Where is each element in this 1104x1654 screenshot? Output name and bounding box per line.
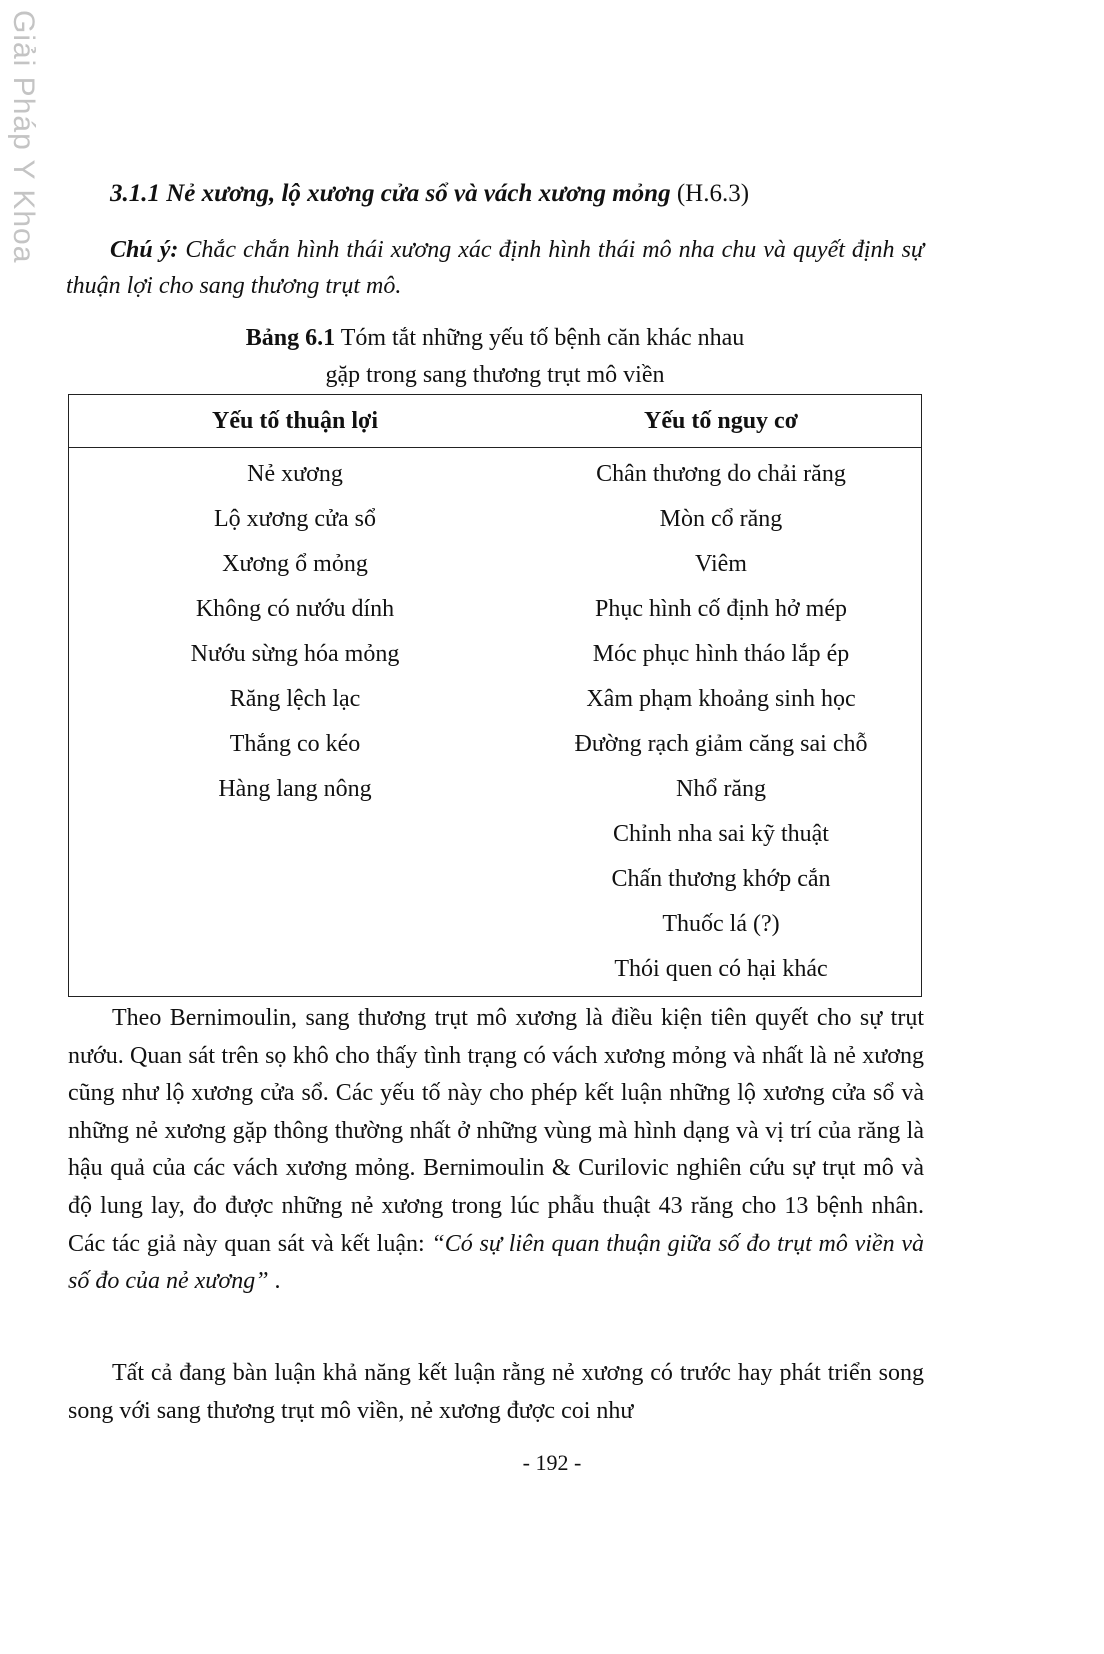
risk-factor-item: Nhổ răng — [676, 776, 766, 802]
paragraph-1-quote: “Có sự liên quan thuận giữa số đo trụt mô viền và số đo của nẻ xương” — [68, 1230, 925, 1295]
risk-factor-item: Chấn thương khớp cắn — [611, 866, 831, 892]
favorable-factor-item: Nẻ xương — [247, 461, 343, 487]
paragraph-1-text: Theo Bernimoulin, sang thương trụt mô xương là điều kiện tiên quyết cho sự trụt nướu. Quan sát trên sọ khô cho thấy tình trạng có vách xương mỏng và nhất là nẻ xương cũng như lộ xương cửa sổ. Các yếu tố này cho phép kết luận những lộ xương cửa sổ và những nẻ xương gặp thông thường nhất ở những vùng mà hình dạng và vị trí của răng là hậu quả của các vách xương mỏng. Bernimoulin & Curilovic nghiên cứu sự trụt mô và độ lung lay, đo được những nẻ xương trong lúc phẫu thuật 43 răng cho 13 bệnh nhân. Các tác giả này quan sát và kết luận: — [68, 1005, 924, 1257]
table-caption-line-2: gặp trong sang thương trụt mô viền — [325, 362, 665, 388]
risk-factor-item: Đường rạch giảm căng sai chỗ — [574, 731, 868, 757]
table-caption-label: Bảng 6.1 — [245, 325, 336, 351]
favorable-factor-item: Răng lệch lạc — [229, 686, 361, 712]
watermark-text: Giải Pháp Y Khoa — [7, 10, 40, 264]
favorable-factor-item: Không có nướu dính — [195, 596, 395, 622]
favorable-factors-column — [69, 452, 521, 992]
section-heading — [110, 180, 930, 208]
risk-factor-item: Chân thương do chải răng — [596, 461, 846, 487]
risk-factor-item: Xâm phạm khoảng sinh học — [586, 686, 856, 712]
favorable-factor-item: Hàng lang nông — [218, 776, 372, 802]
risk-factor-item: Móc phục hình tháo lắp ép — [592, 641, 850, 667]
header-risk-factors: Yếu tố nguy cơ — [644, 407, 798, 434]
favorable-factor-item: Lộ xương cửa sổ — [213, 506, 376, 532]
risk-factor-item: Thuốc lá (?) — [662, 911, 780, 937]
figure-reference: (H.6.3) — [676, 180, 750, 207]
risk-factor-item: Phục hình cố định hở mép — [595, 596, 847, 622]
table-caption-line-1: Tóm tắt những yếu tố bệnh căn khác nhau — [340, 325, 745, 351]
risk-factors-column — [521, 452, 921, 992]
paragraph-1-end: . — [268, 1268, 281, 1295]
table-body — [69, 448, 921, 996]
body-paragraph-bernimoulin — [68, 1000, 924, 1301]
table-caption — [66, 320, 924, 394]
risk-factor-item: Chỉnh nha sai kỹ thuật — [613, 821, 829, 847]
favorable-factor-item: Nướu sừng hóa mỏng — [190, 641, 400, 667]
risk-factor-item: Viêm — [695, 551, 747, 577]
note-label: Chú ý: — [110, 237, 179, 263]
section-heading-title: 3.1.1 Nẻ xương, lộ xương cửa sổ và vách xương mỏng — [110, 180, 671, 207]
body-paragraph-discussion: Tất cả đang bàn luận khả năng kết luận rằng nẻ xương có trước hay phát triển song song với sang thương trụt mô viền, nẻ xương được coi như — [68, 1360, 924, 1424]
page-number: - 192 - — [522, 1450, 582, 1475]
favorable-factor-item: Xương ổ mỏng — [222, 551, 368, 577]
risk-factor-item: Mòn cổ răng — [659, 506, 783, 532]
note-text: Chắc chắn hình thái xương xác định hình thái mô nha chu và quyết định sự thuận lợi cho sang thương trụt mô. — [66, 237, 924, 299]
header-favorable-factors: Yếu tố thuận lợi — [212, 407, 378, 434]
risk-factor-item: Thói quen có hại khác — [614, 956, 828, 982]
etiology-factors-table — [68, 394, 922, 997]
note-paragraph — [66, 232, 924, 304]
table-header-row — [69, 395, 921, 448]
favorable-factor-item: Thắng co kéo — [229, 731, 361, 757]
